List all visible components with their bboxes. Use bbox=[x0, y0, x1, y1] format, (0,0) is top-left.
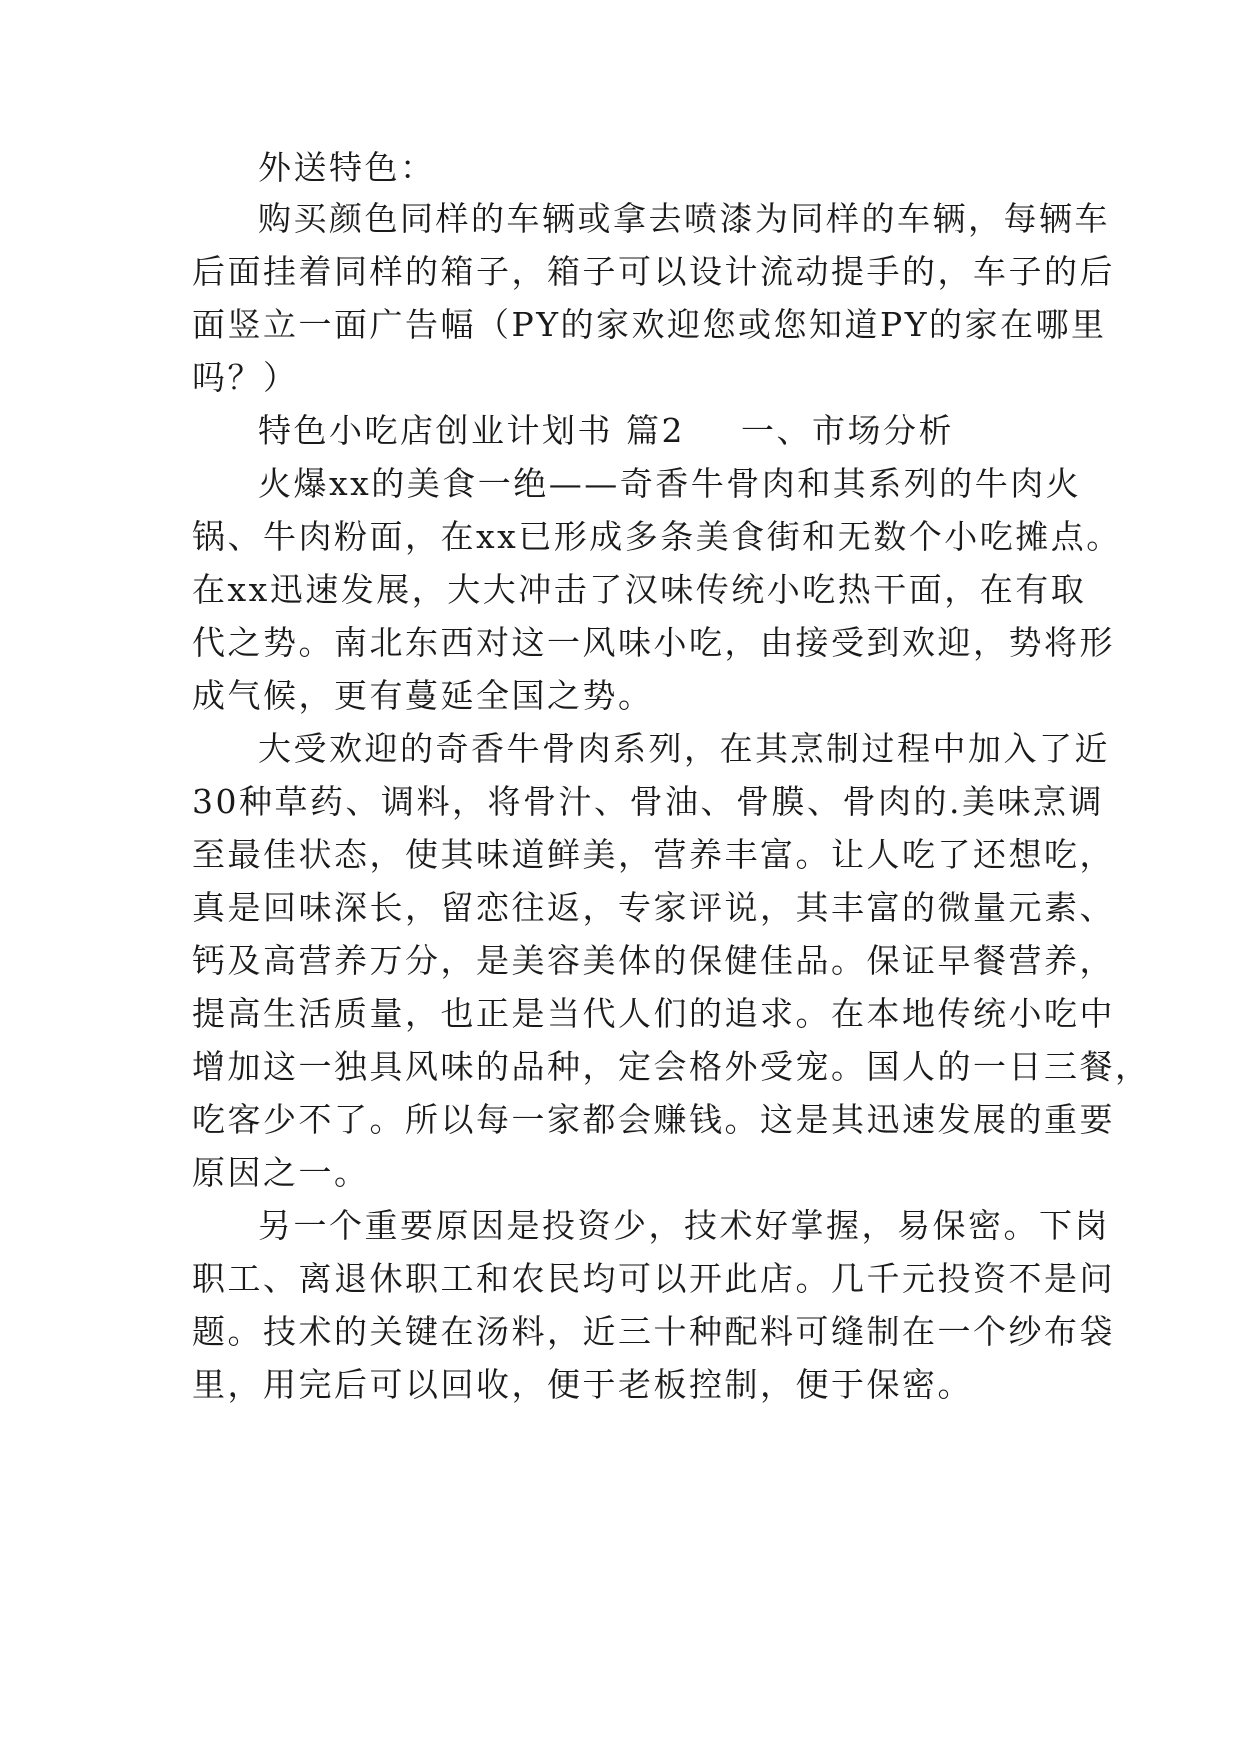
paragraph-delivery-heading: 外送特色： bbox=[258, 148, 436, 187]
paragraph-popular-line-7: 增加这一独具风味的品种，定会格外受宠。国人的一日三餐， bbox=[192, 1047, 1151, 1086]
paragraph-market-line-3: 在xx迅速发展，大大冲击了汉味传统小吃热干面，在有取 bbox=[192, 570, 1087, 609]
paragraph-investment-line-2: 职工、离退休职工和农民均可以开此店。几千元投资不是问 bbox=[192, 1259, 1115, 1298]
plan-title: 特色小吃店创业计划书 篇2 bbox=[258, 411, 685, 450]
paragraph-popular-line-1: 大受欢迎的奇香牛骨肉系列，在其烹制过程中加入了近 bbox=[258, 729, 1110, 768]
paragraph-popular-line-8: 吃客少不了。所以每一家都会赚钱。这是其迅速发展的重要 bbox=[192, 1100, 1115, 1139]
paragraph-delivery-line-4: 吗？） bbox=[192, 358, 299, 397]
paragraph-investment-line-4: 里，用完后可以回收，便于老板控制，便于保密。 bbox=[192, 1365, 973, 1404]
paragraph-delivery-line-3: 面竖立一面广告幅（PY的家欢迎您或您知道PY的家在哪里 bbox=[192, 305, 1107, 344]
paragraph-market-line-5: 成气候，更有蔓延全国之势。 bbox=[192, 676, 654, 715]
paragraph-market-line-1: 火爆xx的美食一绝——奇香牛骨肉和其系列的牛肉火 bbox=[258, 464, 1082, 503]
paragraph-popular-line-5: 钙及高营养万分，是美容美体的保健佳品。保证早餐营养， bbox=[192, 941, 1115, 980]
paragraph-investment-line-1: 另一个重要原因是投资少，技术好掌握，易保密。下岗 bbox=[258, 1206, 1110, 1245]
paragraph-popular-line-6: 提高生活质量，也正是当代人们的追求。在本地传统小吃中 bbox=[192, 994, 1115, 1033]
paragraph-popular-line-2: 30种草药、调料，将骨汁、骨油、骨膜、骨肉的.美味烹调 bbox=[192, 782, 1104, 821]
section-title-market-analysis: 一、市场分析 bbox=[741, 411, 954, 450]
paragraph-popular-line-9: 原因之一。 bbox=[192, 1153, 370, 1192]
section-heading bbox=[258, 402, 1138, 460]
paragraph-market-line-2: 锅、牛肉粉面，在xx已形成多条美食街和无数个小吃摊点。 bbox=[192, 517, 1122, 556]
paragraph-delivery-line-2: 后面挂着同样的箱子，箱子可以设计流动提手的，车子的后 bbox=[192, 252, 1115, 291]
paragraph-market-line-4: 代之势。南北东西对这一风味小吃，由接受到欢迎，势将形 bbox=[192, 623, 1115, 662]
paragraph-delivery-line-1: 购买颜色同样的车辆或拿去喷漆为同样的车辆，每辆车 bbox=[258, 199, 1110, 238]
paragraph-popular-line-3: 至最佳状态，使其味道鲜美，营养丰富。让人吃了还想吃， bbox=[192, 835, 1115, 874]
paragraph-popular-line-4: 真是回味深长，留恋往返，专家评说，其丰富的微量元素、 bbox=[192, 888, 1115, 927]
paragraph-investment-line-3: 题。技术的关键在汤料，近三十种配料可缝制在一个纱布袋 bbox=[192, 1312, 1115, 1351]
